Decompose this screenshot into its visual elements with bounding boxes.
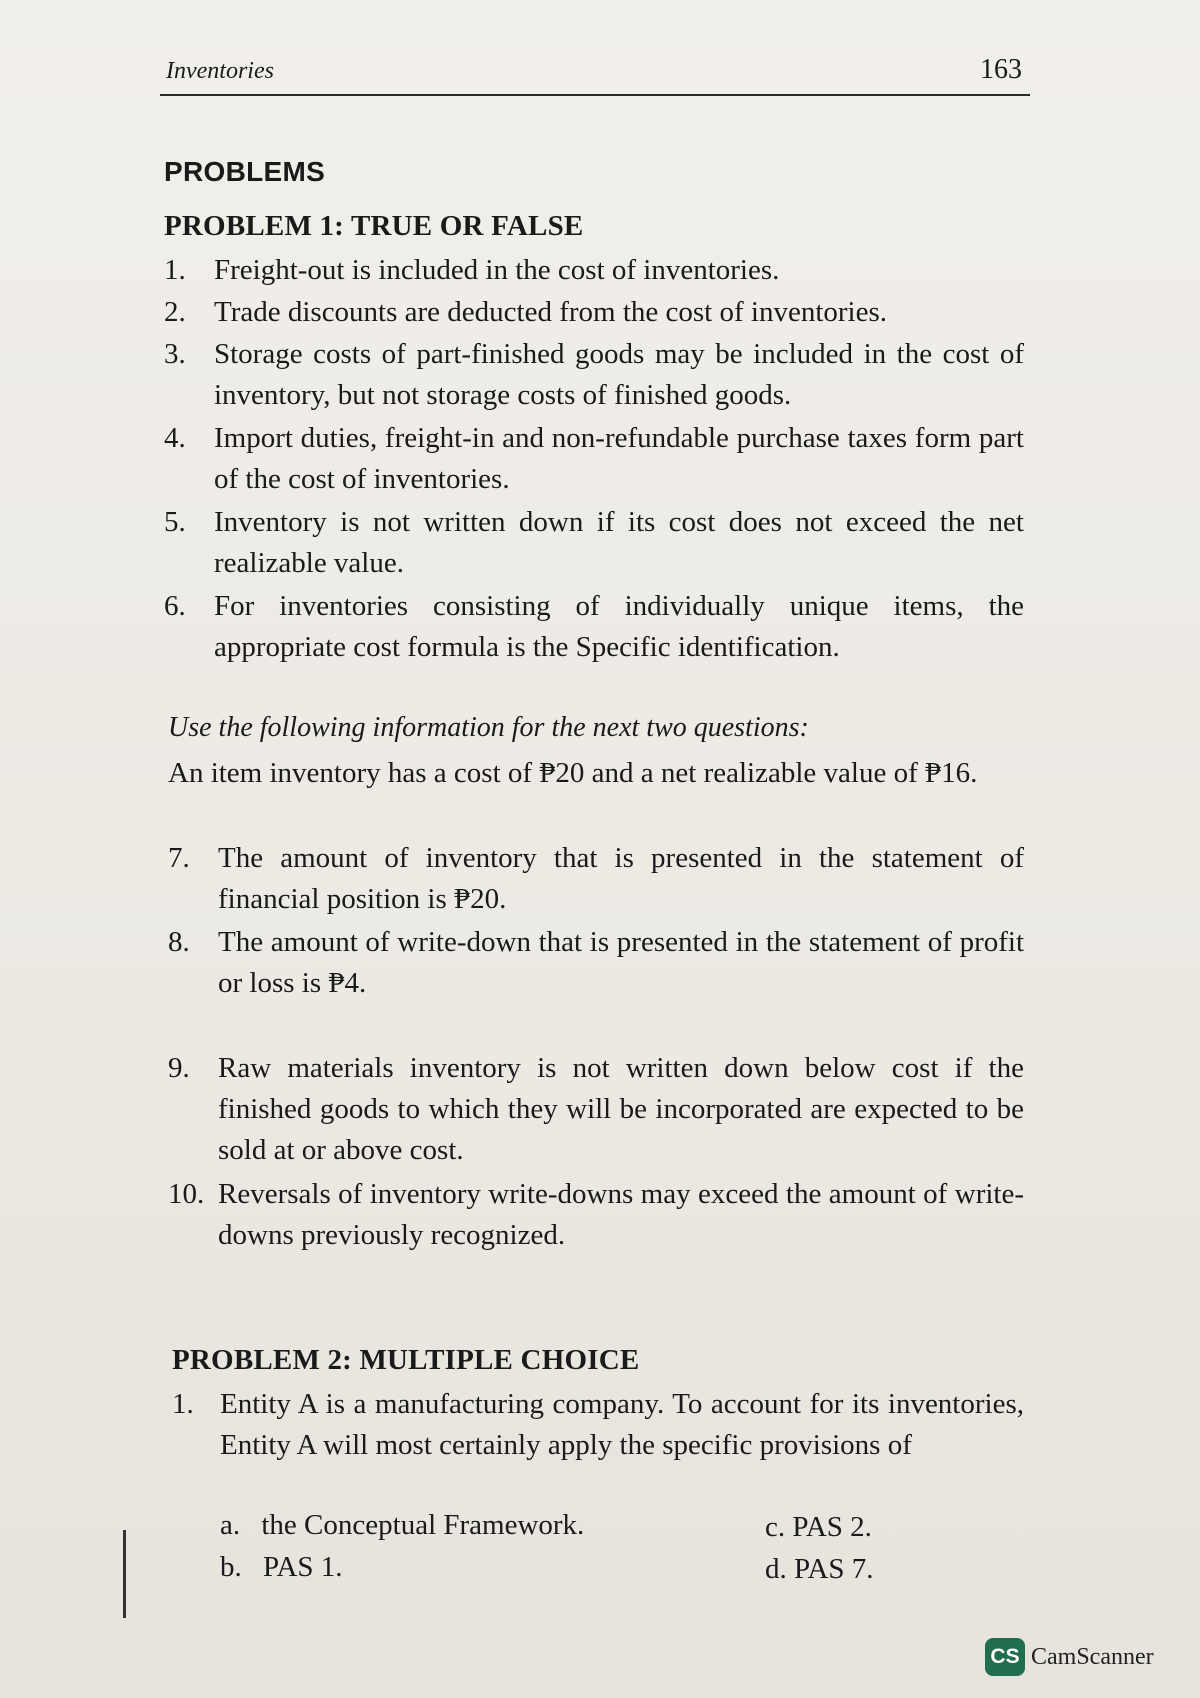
- question-text: Entity A is a manufacturing company. To account for its inventories, Entity A will most certainly apply the specific provisions of: [220, 1388, 1024, 1461]
- page-number: 163: [980, 54, 1022, 85]
- item-number: 7.: [168, 842, 190, 874]
- running-header: Inventories: [166, 58, 274, 84]
- item-text: Storage costs of part-finished goods may be included in the cost of inventory, but not storage costs of finished goods.: [214, 338, 1024, 411]
- choice-b: [220, 1551, 343, 1584]
- item-number: 9.: [168, 1052, 190, 1084]
- problem-2-heading: PROBLEM 2: MULTIPLE CHOICE: [172, 1344, 640, 1376]
- item-number: 2.: [164, 296, 186, 328]
- choice-text: d. PAS 7.: [765, 1553, 874, 1585]
- camscanner-logo-icon: CS: [985, 1638, 1025, 1676]
- page-edge-line: [123, 1530, 126, 1618]
- item-text: The amount of inventory that is presented in the statement of financial position is ₱20.: [218, 842, 1024, 915]
- item-text: Freight-out is included in the cost of inventories.: [214, 254, 780, 286]
- header-rule: [160, 94, 1030, 96]
- item-number: 1.: [164, 254, 186, 286]
- item-text: Inventory is not written down if its cost does not exceed the net realizable value.: [214, 506, 1024, 579]
- choice-text: c. PAS 2.: [765, 1511, 872, 1543]
- section-title: PROBLEMS: [164, 156, 326, 187]
- choice-c: [765, 1511, 872, 1544]
- info-intro: Use the following information for the next two questions:: [168, 712, 809, 743]
- item-number: 3.: [164, 338, 186, 370]
- info-text: An item inventory has a cost of ₱20 and a net realizable value of ₱16.: [168, 757, 978, 789]
- question-number: 1.: [172, 1388, 194, 1420]
- choice-d: [765, 1553, 874, 1586]
- problem-1-heading: PROBLEM 1: TRUE OR FALSE: [164, 210, 584, 242]
- item-number: 8.: [168, 926, 190, 958]
- item-text: Import duties, freight-in and non-refundable purchase taxes form part of the cost of inventories.: [214, 422, 1024, 495]
- choice-label: b.: [220, 1551, 242, 1583]
- item-text: For inventories consisting of individually unique items, the appropriate cost formula is the Specific identification.: [214, 590, 1024, 663]
- item-text: Trade discounts are deducted from the cost of inventories.: [214, 296, 888, 328]
- choice-text: the Conceptual Framework.: [261, 1509, 585, 1541]
- item-number: 5.: [164, 506, 186, 538]
- item-text: Raw materials inventory is not written down below cost if the finished goods to which they will be incorporated are expected to be sold at or above cost.: [218, 1052, 1024, 1166]
- item-text: The amount of write-down that is presented in the statement of profit or loss is ₱4.: [218, 926, 1024, 999]
- item-number: 10.: [168, 1178, 205, 1210]
- item-number: 4.: [164, 422, 186, 454]
- choice-label: a.: [220, 1509, 241, 1541]
- item-number: 6.: [164, 590, 186, 622]
- camscanner-label: CamScanner: [1031, 1643, 1154, 1670]
- camscanner-watermark: [985, 1636, 1154, 1678]
- choice-text: PAS 1.: [263, 1551, 343, 1583]
- choice-a: [220, 1509, 584, 1542]
- item-text: Reversals of inventory write-downs may exceed the amount of write-downs previously recognized.: [218, 1178, 1024, 1251]
